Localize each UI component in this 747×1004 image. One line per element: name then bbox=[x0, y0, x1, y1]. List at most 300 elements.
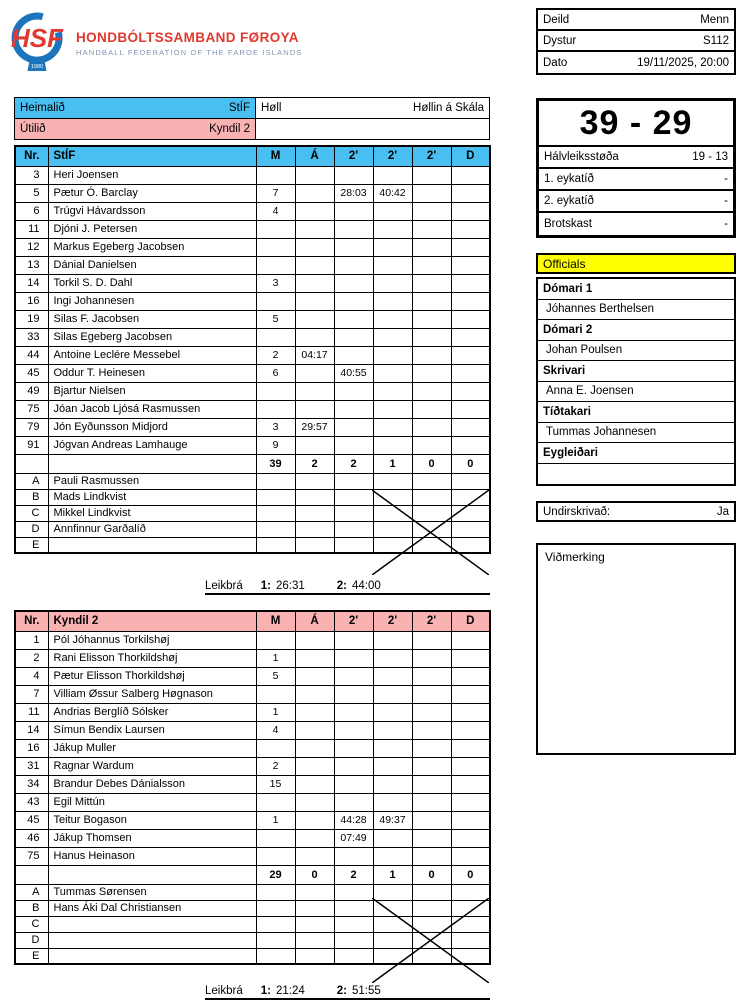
player-disq bbox=[451, 667, 490, 685]
teams-header-table bbox=[14, 97, 490, 140]
official-name: Anna E. Joensen bbox=[538, 382, 734, 403]
org-subtitle: HANDBALL FEDERATION OF THE FAROE ISLANDS bbox=[76, 47, 303, 57]
player-row bbox=[15, 436, 490, 454]
player-row bbox=[15, 793, 490, 811]
player-susp2 bbox=[373, 829, 412, 847]
player-goals bbox=[256, 328, 295, 346]
hall-label: Høll bbox=[261, 102, 282, 114]
player-susp3 bbox=[412, 739, 451, 757]
player-row bbox=[15, 184, 490, 202]
official-name: Tummas Johannesen bbox=[538, 423, 734, 444]
bench-letter: B bbox=[15, 900, 48, 916]
bench-name bbox=[48, 948, 256, 964]
player-warning bbox=[295, 310, 334, 328]
player-number: 33 bbox=[15, 328, 48, 346]
player-susp1: 44:28 bbox=[334, 811, 373, 829]
player-name: Djóni J. Petersen bbox=[48, 220, 256, 238]
player-number: 75 bbox=[15, 847, 48, 865]
bench-letter: D bbox=[15, 932, 48, 948]
player-goals: 9 bbox=[256, 436, 295, 454]
home-label: Heimalið bbox=[20, 102, 65, 114]
player-susp3 bbox=[412, 757, 451, 775]
player-number: 31 bbox=[15, 757, 48, 775]
player-warning bbox=[295, 685, 334, 703]
player-goals: 7 bbox=[256, 184, 295, 202]
official-role: Dómari 1 bbox=[538, 279, 734, 300]
player-number: 2 bbox=[15, 649, 48, 667]
bench-letter: E bbox=[15, 948, 48, 964]
player-name: Rani Elisson Thorkildshøj bbox=[48, 649, 256, 667]
player-disq bbox=[451, 310, 490, 328]
player-warning bbox=[295, 739, 334, 757]
total-disq: 0 bbox=[451, 865, 490, 884]
away-roster-table bbox=[14, 610, 491, 965]
player-row bbox=[15, 811, 490, 829]
player-susp3 bbox=[412, 274, 451, 292]
player-number: 16 bbox=[15, 292, 48, 310]
player-row bbox=[15, 829, 490, 847]
official-entry bbox=[538, 279, 734, 320]
player-susp2 bbox=[373, 721, 412, 739]
player-row bbox=[15, 274, 490, 292]
total-susp2: 1 bbox=[373, 865, 412, 884]
player-susp3 bbox=[412, 436, 451, 454]
player-goals: 2 bbox=[256, 346, 295, 364]
col-nr: Nr. bbox=[15, 146, 48, 166]
player-number: 19 bbox=[15, 310, 48, 328]
player-warning bbox=[295, 847, 334, 865]
player-susp3 bbox=[412, 238, 451, 256]
player-warning bbox=[295, 328, 334, 346]
match-info-value: S112 bbox=[702, 34, 729, 47]
bench-row bbox=[15, 916, 490, 932]
player-disq bbox=[451, 811, 490, 829]
bench-name bbox=[48, 537, 256, 553]
official-name: Johan Poulsen bbox=[538, 341, 734, 362]
player-name: Ingi Johannesen bbox=[48, 292, 256, 310]
player-disq bbox=[451, 382, 490, 400]
player-goals: 5 bbox=[256, 667, 295, 685]
player-disq bbox=[451, 220, 490, 238]
half2-time: 51:55 bbox=[351, 985, 381, 997]
total-disq: 0 bbox=[451, 454, 490, 473]
player-susp2 bbox=[373, 436, 412, 454]
player-susp1 bbox=[334, 238, 373, 256]
bench-row bbox=[15, 884, 490, 900]
score-detail-label: Brotskast bbox=[544, 218, 592, 230]
player-disq bbox=[451, 703, 490, 721]
player-susp2 bbox=[373, 793, 412, 811]
away-team-cell bbox=[15, 119, 256, 140]
player-susp3 bbox=[412, 793, 451, 811]
player-name: Ragnar Wardum bbox=[48, 757, 256, 775]
player-susp3 bbox=[412, 364, 451, 382]
bench-letter: A bbox=[15, 473, 48, 489]
total-susp2: 1 bbox=[373, 454, 412, 473]
home-timeline bbox=[205, 579, 490, 595]
player-disq bbox=[451, 685, 490, 703]
hsf-emblem-icon bbox=[10, 10, 64, 76]
player-number: 6 bbox=[15, 202, 48, 220]
player-goals bbox=[256, 631, 295, 649]
player-susp2 bbox=[373, 166, 412, 184]
col-team: StÍF bbox=[48, 146, 256, 166]
player-warning bbox=[295, 829, 334, 847]
final-score: 39 - 29 bbox=[539, 101, 733, 147]
player-warning bbox=[295, 811, 334, 829]
player-susp1 bbox=[334, 685, 373, 703]
player-susp1 bbox=[334, 220, 373, 238]
player-susp1 bbox=[334, 847, 373, 865]
hall-name: Høllin á Skála bbox=[413, 102, 484, 114]
bench-letter: C bbox=[15, 916, 48, 932]
player-warning: 04:17 bbox=[295, 346, 334, 364]
col-goals: M bbox=[256, 146, 295, 166]
player-disq bbox=[451, 400, 490, 418]
player-susp1 bbox=[334, 721, 373, 739]
half1-label: 1: bbox=[260, 985, 271, 997]
player-susp3 bbox=[412, 685, 451, 703]
bench-row bbox=[15, 489, 490, 505]
player-number: 13 bbox=[15, 256, 48, 274]
total-goals: 39 bbox=[256, 454, 295, 473]
player-row bbox=[15, 238, 490, 256]
player-number: 34 bbox=[15, 775, 48, 793]
official-name bbox=[538, 464, 734, 485]
official-entry bbox=[538, 361, 734, 402]
player-goals: 2 bbox=[256, 757, 295, 775]
col-susp1: 2' bbox=[334, 146, 373, 166]
player-susp1 bbox=[334, 775, 373, 793]
player-name: Antoine Leclére Messebel bbox=[48, 346, 256, 364]
home-roster-header bbox=[15, 146, 490, 166]
player-name: Egil Mittún bbox=[48, 793, 256, 811]
match-info-value: 19/11/2025, 20:00 bbox=[637, 56, 729, 69]
home-team-name: StÍF bbox=[228, 102, 250, 114]
match-info-label: Dato bbox=[543, 56, 568, 69]
player-susp3 bbox=[412, 400, 451, 418]
player-goals bbox=[256, 220, 295, 238]
player-goals bbox=[256, 400, 295, 418]
player-susp2 bbox=[373, 631, 412, 649]
col-susp1: 2' bbox=[334, 611, 373, 631]
player-goals bbox=[256, 292, 295, 310]
player-susp3 bbox=[412, 184, 451, 202]
half1-label: 1: bbox=[260, 580, 271, 592]
total-susp1: 2 bbox=[334, 865, 373, 884]
away-team-name: Kyndil 2 bbox=[209, 123, 250, 135]
player-susp2 bbox=[373, 775, 412, 793]
player-number: 46 bbox=[15, 829, 48, 847]
score-detail-row bbox=[539, 169, 733, 191]
player-name: Hanus Heinason bbox=[48, 847, 256, 865]
home-totals-row bbox=[15, 454, 490, 473]
player-susp2 bbox=[373, 220, 412, 238]
total-goals: 29 bbox=[256, 865, 295, 884]
bench-letter: B bbox=[15, 489, 48, 505]
player-name: Símun Bendix Laursen bbox=[48, 721, 256, 739]
player-susp3 bbox=[412, 292, 451, 310]
player-goals bbox=[256, 793, 295, 811]
player-susp3 bbox=[412, 418, 451, 436]
bench-row bbox=[15, 505, 490, 521]
player-susp2 bbox=[373, 667, 412, 685]
player-susp2 bbox=[373, 400, 412, 418]
player-susp2 bbox=[373, 757, 412, 775]
player-goals bbox=[256, 829, 295, 847]
col-warning: Á bbox=[295, 611, 334, 631]
col-susp2: 2' bbox=[373, 146, 412, 166]
player-warning bbox=[295, 292, 334, 310]
player-warning bbox=[295, 400, 334, 418]
player-number: 45 bbox=[15, 811, 48, 829]
player-name: Andrias Berglíð Sólsker bbox=[48, 703, 256, 721]
player-number: 14 bbox=[15, 274, 48, 292]
player-goals: 1 bbox=[256, 703, 295, 721]
player-goals bbox=[256, 739, 295, 757]
bench-name: Mads Lindkvist bbox=[48, 489, 256, 505]
player-susp3 bbox=[412, 829, 451, 847]
col-nr: Nr. bbox=[15, 611, 48, 631]
player-goals: 5 bbox=[256, 310, 295, 328]
player-susp1: 40:55 bbox=[334, 364, 373, 382]
half1-time: 26:31 bbox=[275, 580, 305, 592]
player-name: Jón Eyðunsson Midjord bbox=[48, 418, 256, 436]
federation-logo bbox=[10, 10, 303, 76]
score-detail-value: 19 - 13 bbox=[692, 151, 728, 163]
away-roster-header bbox=[15, 611, 490, 631]
total-susp3: 0 bbox=[412, 454, 451, 473]
player-number: 11 bbox=[15, 220, 48, 238]
player-susp2 bbox=[373, 346, 412, 364]
player-susp3 bbox=[412, 382, 451, 400]
player-row bbox=[15, 310, 490, 328]
player-susp3 bbox=[412, 649, 451, 667]
player-name: Jóan Jacob Ljósá Rasmussen bbox=[48, 400, 256, 418]
player-row bbox=[15, 703, 490, 721]
player-name: Pætur Ó. Barclay bbox=[48, 184, 256, 202]
officials-box bbox=[536, 277, 736, 486]
player-disq bbox=[451, 739, 490, 757]
bench-letter: E bbox=[15, 537, 48, 553]
match-info-label: Deild bbox=[543, 13, 570, 26]
bench-row bbox=[15, 932, 490, 948]
player-name: Heri Joensen bbox=[48, 166, 256, 184]
bench-letter: C bbox=[15, 505, 48, 521]
match-info-row bbox=[538, 52, 734, 73]
player-row bbox=[15, 256, 490, 274]
player-susp3 bbox=[412, 847, 451, 865]
player-goals: 4 bbox=[256, 202, 295, 220]
player-susp1 bbox=[334, 757, 373, 775]
player-name: Pól Jóhannus Torkilshøj bbox=[48, 631, 256, 649]
player-susp1: 28:03 bbox=[334, 184, 373, 202]
player-number: 1 bbox=[15, 631, 48, 649]
player-warning bbox=[295, 757, 334, 775]
player-disq bbox=[451, 436, 490, 454]
score-box bbox=[536, 98, 736, 238]
official-role: Dómari 2 bbox=[538, 320, 734, 341]
timeline-label: Leikbrá bbox=[205, 985, 243, 997]
player-susp1 bbox=[334, 649, 373, 667]
logo-text bbox=[76, 30, 303, 57]
official-entry bbox=[538, 320, 734, 361]
bench-letter: A bbox=[15, 884, 48, 900]
bench-name bbox=[48, 916, 256, 932]
player-susp2 bbox=[373, 649, 412, 667]
player-susp2 bbox=[373, 382, 412, 400]
player-name: Bjartur Nielsen bbox=[48, 382, 256, 400]
player-disq bbox=[451, 328, 490, 346]
player-susp3 bbox=[412, 811, 451, 829]
col-team: Kyndil 2 bbox=[48, 611, 256, 631]
player-susp2 bbox=[373, 238, 412, 256]
player-name: Pætur Elisson Thorkildshøj bbox=[48, 667, 256, 685]
bench-name: Tummas Sørensen bbox=[48, 884, 256, 900]
player-number: 44 bbox=[15, 346, 48, 364]
player-disq bbox=[451, 418, 490, 436]
player-susp1 bbox=[334, 346, 373, 364]
score-detail-value: - bbox=[724, 195, 728, 207]
score-detail-row bbox=[539, 213, 733, 235]
player-disq bbox=[451, 649, 490, 667]
half1-time: 21:24 bbox=[275, 985, 305, 997]
bench-name: Pauli Rasmussen bbox=[48, 473, 256, 489]
player-number: 7 bbox=[15, 685, 48, 703]
bench-row bbox=[15, 521, 490, 537]
official-role: Eygleiðari bbox=[538, 443, 734, 464]
player-susp1 bbox=[334, 328, 373, 346]
signed-box bbox=[536, 501, 736, 522]
player-row bbox=[15, 721, 490, 739]
player-goals: 15 bbox=[256, 775, 295, 793]
player-row bbox=[15, 220, 490, 238]
officials-title: Officials bbox=[536, 253, 736, 274]
player-number: 3 bbox=[15, 166, 48, 184]
player-warning bbox=[295, 202, 334, 220]
player-goals: 6 bbox=[256, 364, 295, 382]
away-timeline bbox=[205, 984, 490, 1000]
player-disq bbox=[451, 757, 490, 775]
player-goals: 3 bbox=[256, 274, 295, 292]
player-warning bbox=[295, 667, 334, 685]
player-disq bbox=[451, 346, 490, 364]
score-detail-label: Hálvleiksstøða bbox=[544, 151, 619, 163]
player-goals bbox=[256, 382, 295, 400]
match-info-row bbox=[538, 31, 734, 52]
bench-row bbox=[15, 537, 490, 553]
player-number: 4 bbox=[15, 667, 48, 685]
official-name: Jóhannes Berthelsen bbox=[538, 300, 734, 321]
player-row bbox=[15, 739, 490, 757]
away-totals-row bbox=[15, 865, 490, 884]
match-info-box bbox=[536, 8, 736, 75]
bench-name: Mikkel Lindkvist bbox=[48, 505, 256, 521]
score-detail-value: - bbox=[724, 173, 728, 185]
player-name: Oddur T. Heinesen bbox=[48, 364, 256, 382]
official-role: Tíðtakari bbox=[538, 402, 734, 423]
player-susp3 bbox=[412, 775, 451, 793]
match-info-label: Dystur bbox=[543, 34, 577, 47]
player-susp1 bbox=[334, 166, 373, 184]
half2-time: 44:00 bbox=[351, 580, 381, 592]
player-susp3 bbox=[412, 310, 451, 328]
bench-letter: D bbox=[15, 521, 48, 537]
half2-label: 2: bbox=[336, 580, 347, 592]
player-goals: 1 bbox=[256, 811, 295, 829]
player-warning bbox=[295, 382, 334, 400]
player-susp3 bbox=[412, 703, 451, 721]
player-susp2 bbox=[373, 685, 412, 703]
player-susp1: 07:49 bbox=[334, 829, 373, 847]
player-number: 91 bbox=[15, 436, 48, 454]
player-susp2: 49:37 bbox=[373, 811, 412, 829]
player-susp1 bbox=[334, 793, 373, 811]
official-entry bbox=[538, 402, 734, 443]
col-susp2: 2' bbox=[373, 611, 412, 631]
player-number: 45 bbox=[15, 364, 48, 382]
player-disq bbox=[451, 184, 490, 202]
org-name: HONDBÓLTSSAMBAND FØROYA bbox=[76, 29, 299, 45]
signed-value: Ja bbox=[716, 505, 729, 518]
player-goals: 4 bbox=[256, 721, 295, 739]
player-disq bbox=[451, 721, 490, 739]
col-warning: Á bbox=[295, 146, 334, 166]
player-susp3 bbox=[412, 721, 451, 739]
player-susp2 bbox=[373, 310, 412, 328]
player-row bbox=[15, 847, 490, 865]
total-warnings: 2 bbox=[295, 454, 334, 473]
player-susp1 bbox=[334, 418, 373, 436]
player-goals bbox=[256, 238, 295, 256]
player-name: Jákup Thomsen bbox=[48, 829, 256, 847]
player-number: 12 bbox=[15, 238, 48, 256]
away-label: Útilið bbox=[20, 123, 46, 135]
player-row bbox=[15, 382, 490, 400]
player-warning bbox=[295, 220, 334, 238]
home-roster-table bbox=[14, 145, 491, 554]
player-warning bbox=[295, 364, 334, 382]
player-susp3 bbox=[412, 346, 451, 364]
player-disq bbox=[451, 847, 490, 865]
score-detail-row bbox=[539, 147, 733, 169]
player-row bbox=[15, 667, 490, 685]
player-warning bbox=[295, 166, 334, 184]
player-number: 75 bbox=[15, 400, 48, 418]
match-info-row bbox=[538, 10, 734, 31]
player-susp3 bbox=[412, 202, 451, 220]
score-detail-label: 1. eykatíð bbox=[544, 173, 594, 185]
player-susp2 bbox=[373, 274, 412, 292]
bench-row bbox=[15, 900, 490, 916]
player-name: Torkil S. D. Dahl bbox=[48, 274, 256, 292]
player-warning bbox=[295, 775, 334, 793]
player-susp2 bbox=[373, 292, 412, 310]
player-susp3 bbox=[412, 328, 451, 346]
player-susp1 bbox=[334, 202, 373, 220]
col-susp3: 2' bbox=[412, 146, 451, 166]
player-row bbox=[15, 328, 490, 346]
player-susp1 bbox=[334, 631, 373, 649]
col-disq: D bbox=[451, 146, 490, 166]
player-name: Brandur Debes Dánialsson bbox=[48, 775, 256, 793]
player-row bbox=[15, 418, 490, 436]
half2-label: 2: bbox=[336, 985, 347, 997]
player-disq bbox=[451, 829, 490, 847]
player-number: 43 bbox=[15, 793, 48, 811]
player-disq bbox=[451, 166, 490, 184]
player-susp1 bbox=[334, 739, 373, 757]
